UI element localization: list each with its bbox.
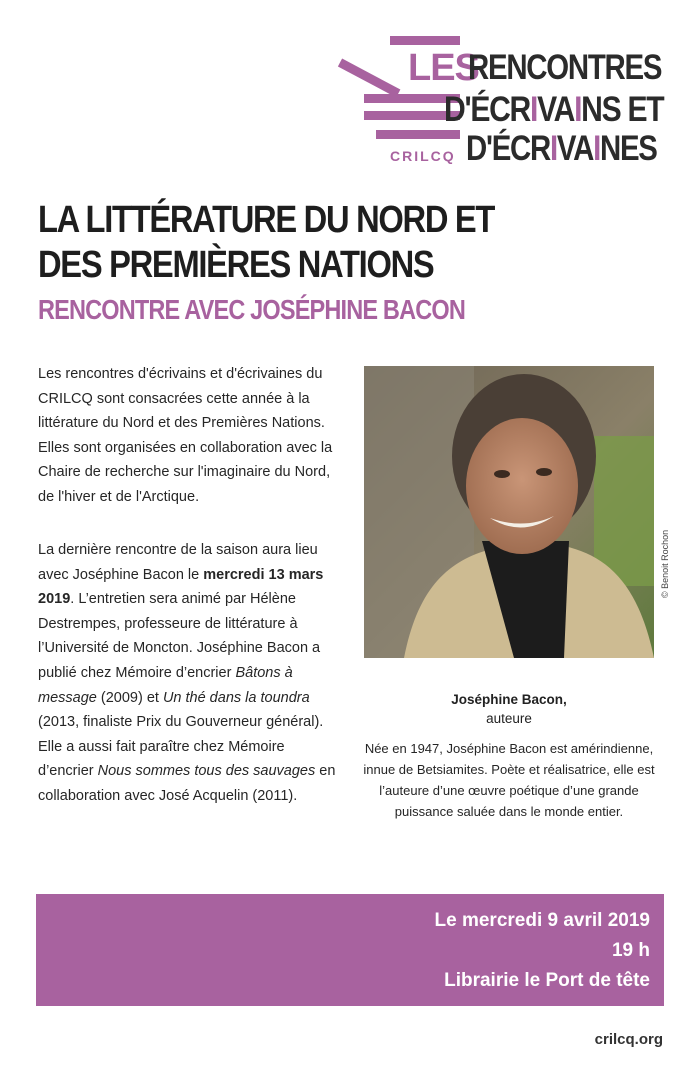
caption-role: auteure	[486, 711, 532, 726]
book-title: Nous sommes tous des sauvages	[97, 763, 316, 780]
page-title: LA LITTÉRATURE DU NORD ET DES PREMIÈRES NATIONS	[38, 199, 495, 286]
intro-paragraph: Les rencontres d'écrivains et d'écrivaines du CRILCQ sont consacrées cette année à la littérature du Nord et des Premières Nations. Elles sont organisées en collaboration avec la Chaire de recherche sur l'imaginaire du Nord, de l'hiver et de l'Arctique.	[38, 366, 333, 505]
page-subtitle: RENCONTRE AVEC JOSÉPHINE BACON	[38, 294, 465, 325]
logo-line-1: RENCONTRES	[468, 48, 662, 87]
event-paragraph: La dernière rencontre de la saison aura lieu avec Joséphine Bacon le mercredi 13 mars 2019. L’entretien sera animé par Hélène Destrempes, professeure de littérature à l’Université de Moncton. Joséphine Bacon a publié chez Mémoire d’encrier Bâtons à message (2009) et Un thé dans la toundra (2013, finaliste Prix du Gouverneur général). Elle a aussi fait paraître chez Mémoire d’encrier Nous sommes tous des sauvages en collaboration avec José Acquelin (2011).	[38, 542, 336, 804]
logo-crilcq: CRILCQ	[390, 148, 456, 164]
caption-name: Joséphine Bacon,	[451, 692, 567, 707]
author-photo	[364, 366, 654, 658]
event-date: mercredi 13 mars 2019	[38, 566, 324, 608]
logo-line-3: D'ÉCRIVAINES	[466, 129, 657, 168]
logo-line-2: D'ÉCRIVAINS ET	[444, 90, 664, 129]
logo-bar	[390, 36, 460, 45]
banner-date: Le mercredi 9 avril 2019	[434, 910, 650, 931]
photo-credit: © Benoit Rochon	[660, 529, 670, 598]
logo	[338, 36, 668, 166]
event-banner	[36, 894, 664, 1006]
logo-les: LES	[408, 47, 479, 89]
book-title: Un thé dans la toundra	[162, 689, 310, 706]
logo-diagonal-bar	[338, 59, 400, 98]
banner-place: Librairie le Port de tête	[444, 970, 650, 991]
banner-time: 19 h	[611, 940, 650, 961]
logo-bar	[376, 130, 460, 139]
caption-bio: Née en 1947, Joséphine Bacon est amérindienne, innue de Betsiamites. Poète et réalisatrice, elle est l’auteure d’une œuvre poétique d’une grande puissance saluée dans le monde entier.	[363, 741, 655, 819]
website-link[interactable]: crilcq.org	[594, 1031, 663, 1048]
book-title: Bâtons à message	[38, 664, 293, 706]
